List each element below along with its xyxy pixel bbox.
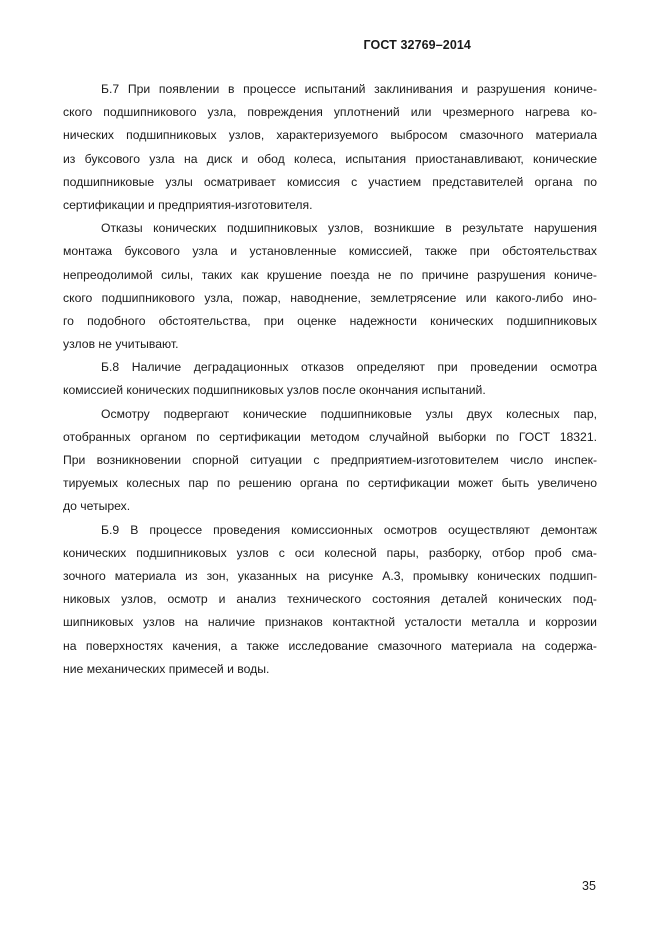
text-line: При возникновении спорной ситуации с предприятием-изготовителем число инспек- bbox=[63, 453, 597, 467]
paragraph-b8 bbox=[63, 356, 597, 402]
document-header bbox=[364, 38, 472, 52]
paragraph-b7 bbox=[63, 78, 597, 217]
paragraph-inspection bbox=[63, 403, 597, 519]
text-line: Осмотру подвергают конические подшипниковые узлы двух колесных пар, bbox=[101, 406, 597, 421]
paragraph-b9 bbox=[63, 519, 597, 681]
text-line: до четырех. bbox=[63, 499, 131, 514]
text-line: монтажа буксового узла и установленные комиссией, также при обстоятельствах bbox=[63, 244, 597, 259]
text-line: конических подшипниковых узлов с оси колесной пары, разборку, отбор проб сма- bbox=[63, 545, 597, 560]
text-line: никовых узлов, осмотр и анализ технического состояния деталей конических под- bbox=[63, 592, 597, 607]
text-line: из буксового узла на диск и обод колеса, испытания приостанавливают, конические bbox=[63, 151, 597, 166]
text-line: Б.9 В процессе проведения комиссионных осмотров осуществляют демонтаж bbox=[101, 522, 597, 537]
text-line: непреодолимой силы, таких как крушение поезда не по причине разрушения кониче- bbox=[63, 267, 597, 282]
text-line: на поверхностях качения, а также исследование смазочного материала на содержа- bbox=[63, 638, 597, 653]
text-line: подшипниковые узлы осматривает комиссия с участием представителей органа по bbox=[63, 174, 597, 189]
text-line: узлов не учитывают. bbox=[63, 337, 179, 352]
text-line: сертификации и предприятия-изготовителя. bbox=[63, 197, 313, 212]
text-line: Б.8 Наличие деградационных отказов определяют при проведении осмотра bbox=[101, 360, 597, 375]
text-line: отобранных органом по сертификации методом случайной выборки по ГОСТ 18321. bbox=[63, 429, 597, 444]
text-line: нических подшипниковых узлов, характеризуемого выбросом смазочного материала bbox=[63, 128, 597, 143]
text-line: го подобного обстоятельства, при оценке надежности конических подшипниковых bbox=[63, 313, 597, 328]
text-line: тируемых колесных пар по решению органа по сертификации может быть увеличено bbox=[63, 476, 597, 491]
paragraph-failures bbox=[63, 217, 597, 356]
page-number: 35 bbox=[582, 879, 596, 893]
text-line: зочного материала из зон, указанных на рисунке А.3, промывку конических подшип- bbox=[63, 568, 597, 583]
standard-designation: ГОСТ 32769–2014 bbox=[363, 38, 471, 52]
document-body bbox=[63, 78, 597, 681]
text-line: Б.7 При появлении в процессе испытаний заклинивания и разрушения кониче- bbox=[101, 82, 597, 96]
text-line: комиссией конических подшипниковых узлов после окончания испытаний. bbox=[63, 383, 486, 398]
text-line: ние механических примесей и воды. bbox=[63, 661, 270, 676]
text-line: ского подшипникового узла, повреждения уплотнений или чрезмерного нагрева ко- bbox=[63, 105, 597, 120]
text-line: ского подшипникового узла, пожар, наводнение, землетрясение или какого-либо ино- bbox=[63, 290, 597, 305]
text-line: шипниковых узлов на наличие признаков контактной усталости металла и коррозии bbox=[63, 615, 597, 630]
text-line: Отказы конических подшипниковых узлов, возникшие в результате нарушения bbox=[101, 221, 597, 236]
